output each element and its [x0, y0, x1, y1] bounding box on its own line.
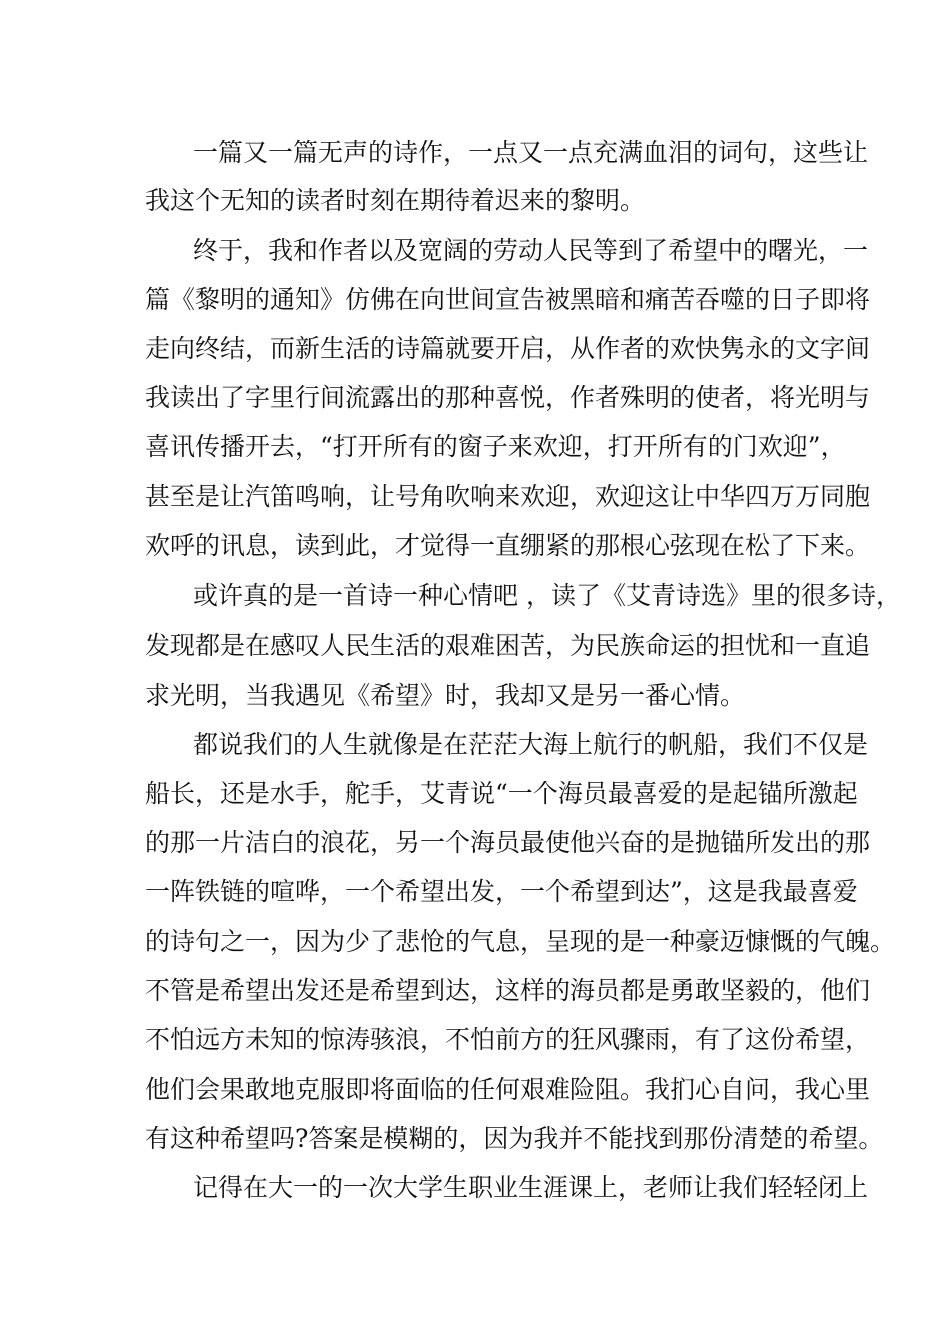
text-line: 一篇又一篇无声的诗作，一点又一点充满血泪的词句，这些让 — [193, 138, 869, 167]
text-line: 走向终结，而新生活的诗篇就要开启，从作者的欢快隽永的文字间 — [145, 334, 871, 363]
text-line: 发现都是在感叹人民生活的艰难困苦，为民族命运的担忧和一直追 — [145, 631, 871, 660]
text-line: 我这个无知的读者时刻在期待着迟来的黎明。 — [145, 186, 646, 215]
text-line: 不怕远方未知的惊涛骇浪，不怕前方的狂风骤雨，有了这份希望， — [145, 1025, 871, 1054]
text-line: 篇《黎明的通知》仿佛在向世间宣告被黑暗和痛苦吞噬的日子即将 — [145, 285, 871, 314]
text-line: 不管是希望出发还是希望到达，这样的海员都是勇敢坚毅的，他们 — [145, 976, 871, 1005]
text-line: 都说我们的人生就像是在茫茫大海上航行的帆船，我们不仅是 — [193, 730, 869, 759]
text-line: 求光明，当我遇见《希望》时，我却又是另一番心情。 — [145, 681, 746, 710]
text-line: 喜讯传播开去，“打开所有的窗子来欢迎，打开所有的门欢迎”， — [145, 432, 846, 461]
text-line: 欢呼的讯息，读到此，才觉得一直绷紧的那根心弦现在松了下来。 — [145, 531, 871, 560]
text-line: 他们会果敢地克服即将面临的任何艰难险阻。我扪心自问，我心里 — [145, 1075, 871, 1104]
text-line: 一阵铁链的喧哗，一个希望出发，一个希望到达”，这是我最喜爱 — [145, 877, 858, 906]
text-line: 的那一片洁白的浪花，另一个海员最使他兴奋的是抛锚所发出的那 — [145, 828, 871, 857]
text-line: 有这种希望吗?答案是模糊的，因为我并不能找到那份清楚的希望。 — [145, 1124, 884, 1153]
text-line: 船长，还是水手，舵手，艾青说“一个海员最喜爱的是起锚所激起 — [145, 779, 858, 808]
text-line: 甚至是让汽笛鸣响，让号角吹响来欢迎，欢迎这让中华四万万同胞 — [145, 482, 871, 511]
text-line: 的诗句之一，因为少了悲怆的气息，呈现的是一种豪迈慷慨的气魄。 — [145, 927, 896, 956]
text-line: 或许真的是一首诗一种心情吧 ，读了《艾青诗选》里的很多诗， — [193, 581, 901, 610]
text-line: 我读出了字里行间流露出的那种喜悦，作者殊明的使者，将光明与 — [145, 383, 871, 412]
text-line: 终于，我和作者以及宽阔的劳动人民等到了希望中的曙光，一 — [193, 236, 869, 265]
text-line: 记得在大一的一次大学生职业生涯课上，老师让我们轻轻闭上 — [193, 1173, 869, 1202]
